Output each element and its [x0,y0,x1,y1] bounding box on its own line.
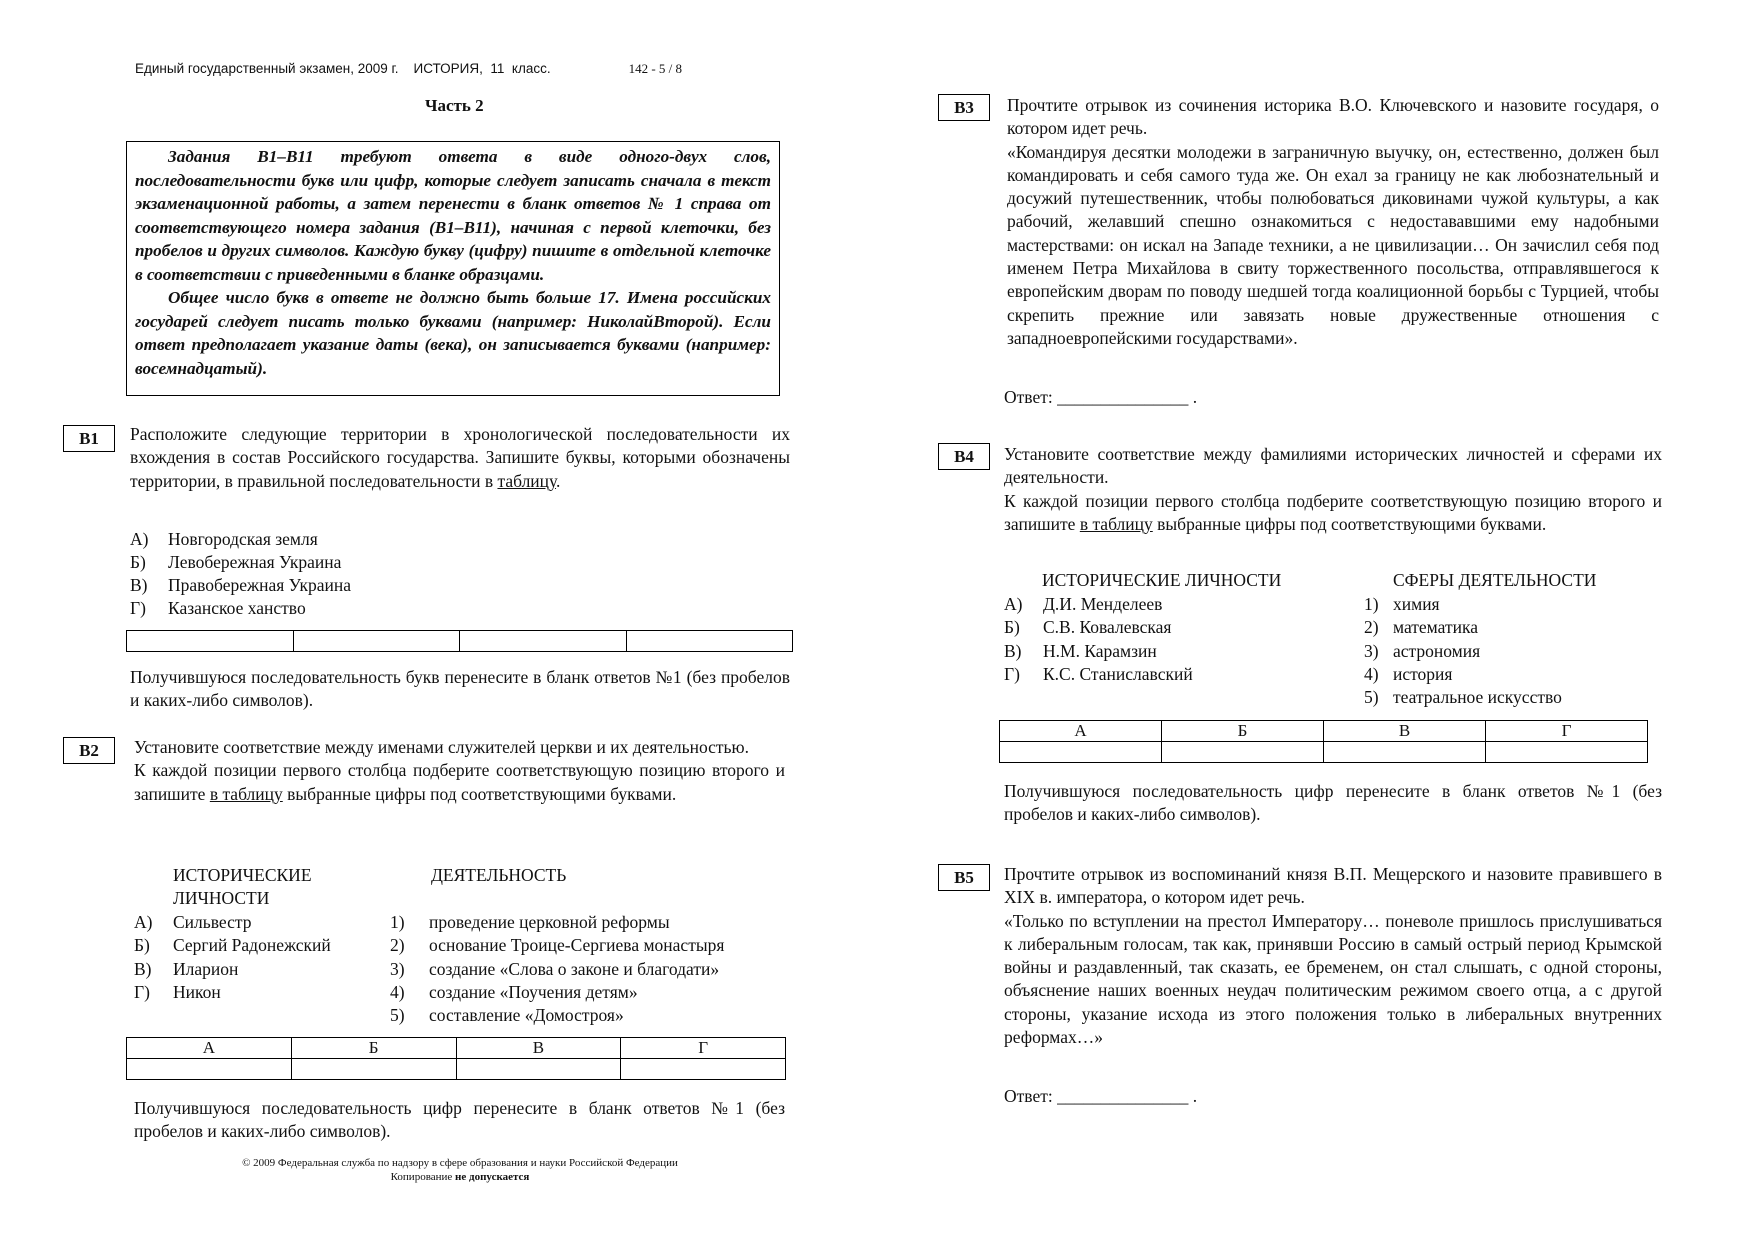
item-text: Н.М. Карамзин [1043,640,1157,661]
b2-answer-cell[interactable] [456,1059,621,1080]
part-title: Часть 2 [425,96,484,115]
b4-answer-cell[interactable] [1000,742,1162,763]
b1-option [130,551,341,574]
b4-answer-table [999,720,1648,763]
item-text: составление «Домостроя» [429,1005,624,1026]
task-b2-label: B2 [63,737,115,764]
list-item [1364,640,1562,663]
b2-persons-list [134,911,331,1004]
copyright-line: © 2009 Федеральная служба по надзору в сфере образования и науки Российской Федерации [242,1157,678,1169]
copying-notice-bold: не допускается [455,1171,530,1183]
item-marker: А) [134,912,153,932]
item-marker: 3) [390,958,405,979]
b5-intro: Прочтите отрывок из воспоминаний князя В.П. Мещерского и назовите правившего в XIX в. императора, о котором идет речь. [1004,864,1662,908]
list-item [1004,593,1193,616]
b4-text-post: выбранные цифры под соответствующими буквами. [1152,513,1547,534]
table-header-cell: В [1324,721,1486,742]
b3-answer-line[interactable]: Ответ: _______________ . [1004,387,1198,407]
list-item [390,911,724,934]
b1-table-link: таблицу [497,470,557,491]
b2-col1-heading: ИСТОРИЧЕСКИЕ ЛИЧНОСТИ [173,865,312,908]
item-marker: В) [1004,640,1022,661]
table-header-cell: А [1000,721,1162,742]
item-marker: Б) [1004,617,1020,638]
b1-answer-cell[interactable] [293,631,460,652]
b4-spheres-list [1364,593,1562,709]
list-item [390,934,724,957]
b2-answer-cell[interactable] [291,1059,456,1080]
task-b4-text [1004,443,1662,536]
option-marker: В) [130,575,148,595]
option-text: Казанское ханство [168,598,306,618]
b4-answer-cell[interactable] [1324,742,1486,763]
b2-table-link: в таблицу [209,783,283,804]
instructions-paragraph-1: Задания В1–В11 требуют ответа в виде одного-двух слов, последовательности букв или цифр, которые следует записать сначала в текст экзаменационной работы, а затем перенести в бланк ответов № 1 справа от соответствующего номера задания (В1–В11), начиная с первой клеточки, без пробелов и других символов. Каждую букву (цифру) пишите в отдельной клеточке в соответствии с приведенными в бланке образцами. [135,147,771,284]
instructions-box [126,141,780,396]
task-b3-label: B3 [938,94,990,121]
item-text: основание Троице-Сергиева монастыря [429,935,725,956]
item-marker: А) [1004,594,1023,614]
option-marker: А) [130,529,149,549]
task-b5-label: B5 [938,864,990,891]
item-text: Д.И. Менделеев [1043,594,1163,614]
b2-activities-list [390,911,724,1027]
item-text: астрономия [1393,640,1481,661]
list-item [1004,640,1193,663]
list-item [134,958,331,981]
list-item [134,981,331,1004]
b2-text-1: Установите соответствие между именами служителей церкви и их деятельностью. [134,737,749,757]
table-header-cell: А [127,1038,292,1059]
option-text: Левобережная Украина [168,552,342,572]
item-marker: 5) [390,1005,405,1026]
b4-col1-heading: ИСТОРИЧЕСКИЕ ЛИЧНОСТИ [1042,570,1282,590]
b1-answer-cell[interactable] [460,631,627,652]
option-text: Новгородская земля [168,529,318,549]
b4-col2-heading: СФЕРЫ ДЕЯТЕЛЬНОСТИ [1393,570,1597,590]
task-b2-text [134,736,785,806]
item-marker: 2) [390,935,405,956]
exam-title: Единый государственный экзамен, 2009 г. ИСТОРИЯ, 11 класс. [135,61,551,76]
list-item [1364,663,1562,686]
item-marker: Г) [134,981,150,1002]
b4-answer-cell[interactable] [1486,742,1648,763]
copying-notice [110,1170,810,1184]
b5-quote: «Только по вступлении на престол Императору… поневоле пришлось прислушиваться к либеральным голосам, так как, принявши Россию в самый острый период Крымской войны и раздавленный, так сказать, ее бременем, он стал слышать, с одной стороны, объяснение наших военных неудач политическим режимом своего отца, а с другой стороны, указание исхода из этого положения только в либеральных внутренних реформах…» [1004,910,1662,1048]
item-marker: В) [134,958,152,979]
list-item [134,911,331,934]
task-b5-text [1004,863,1662,1049]
item-text: К.С. Станиславский [1043,663,1193,684]
b4-footer-text: Получившуюся последовательность цифр перенесите в бланк ответов №1 (без пробелов и каких-либо символов). [1004,781,1662,825]
item-text: история [1393,663,1453,684]
copyright-footer [110,1156,810,1184]
copying-notice-text: Копирование [390,1171,456,1183]
list-item [134,934,331,957]
item-text: математика [1393,617,1478,638]
b4-text-1: Установите соответствие между фамилиями исторических личностей и сферами их деятельности. [1004,444,1662,488]
list-item [1004,663,1193,686]
table-header-cell: Б [1162,721,1324,742]
option-text: Правобережная Украина [168,575,352,595]
b2-answer-cell[interactable] [127,1059,292,1080]
item-text: химия [1393,594,1440,614]
b5-answer-line[interactable]: Ответ: _______________ . [1004,1086,1198,1106]
list-item [1364,616,1562,639]
page-number: 142 - 5 / 8 [628,61,683,76]
table-header-cell: Г [621,1038,786,1059]
b2-answer-table [126,1037,786,1080]
b4-persons-list [1004,593,1193,686]
item-text: С.В. Ковалевская [1043,617,1172,638]
b1-text-post: . [556,470,561,491]
item-marker: 1) [1364,594,1379,614]
option-marker: Б) [130,552,146,572]
list-item [1364,593,1562,616]
b2-text-pre: К каждой позиции первого столбца подберите соответствующую позицию второго и запишите [134,760,785,804]
b1-answer-cell[interactable] [127,631,294,652]
item-text: Иларион [173,958,239,979]
b1-footer-text: Получившуюся последовательность букв перенесите в бланк ответов №1 (без пробелов и каких-либо символов). [130,667,790,711]
item-text: Никон [173,981,221,1002]
item-text: Сергий Радонежский [173,935,331,956]
b3-quote: «Командируя десятки молодежи в заграничную выучку, он, естественно, должен был командировать и себя самого туда же. Он ехал за границу не как любознательный и досужий путешественник, чтобы полюбоваться диковинами чужой культуры, а как рабочий, желавший спешно ознакомиться с недостававшими ему надобными мастерствами: он искал на Западе техники, а не цивилизации… Он зачислил себя под именем Петра Михайлова в свиту торжественного посольства, отправлявшегося к европейским дворам по поводу шедшей тогда коалиционной борьбы с Турцией, чтобы скрепить прежние или завязать новые дружественные отношения с западноевропейскими государствами». [1007,141,1659,348]
option-marker: Г) [130,598,146,618]
list-item [390,1004,724,1027]
item-marker: 2) [1364,617,1379,638]
instructions-paragraph-2: Общее число букв в ответе не должно быть больше 17. Имена российских государей следует писать только буквами (например: НиколайВторой). Если ответ предполагает указание даты (века), он записывается буквами (например: восемнадцатый). [135,288,771,378]
b1-option [130,597,306,620]
item-text: создание «Слова о законе и благодати» [429,958,720,979]
item-text: проведение церковной реформы [429,912,670,932]
task-b4-label: B4 [938,443,990,470]
b2-col2-heading: ДЕЯТЕЛЬНОСТЬ [431,865,567,885]
b1-option [130,528,318,551]
table-header-cell: Г [1486,721,1648,742]
item-marker: Б) [134,935,150,956]
table-header-cell: Б [291,1038,456,1059]
item-text: Сильвестр [173,912,252,932]
b4-answer-cell[interactable] [1162,742,1324,763]
list-item [1364,686,1562,709]
item-marker: Г) [1004,663,1020,684]
page-header [135,61,682,77]
list-item [390,958,724,981]
b3-intro: Прочтите отрывок из сочинения историка В.О. Ключевского и назовите государя, о котором идет речь. [1007,95,1659,139]
b1-text-pre: Расположите следующие территории в хронологической последовательности их вхождения в состав Российского государства. Запишите буквы, которыми обозначены территории, в правильной последовательности в [130,424,790,491]
item-marker: 1) [390,912,405,932]
item-marker: 4) [390,981,405,1002]
item-text: театральное искусство [1393,687,1562,708]
item-marker: 3) [1364,640,1379,661]
table-header-cell: В [456,1038,621,1059]
b1-answer-table [126,630,793,652]
b4-text-pre: К каждой позиции первого столбца подберите соответствующую позицию второго и запишите [1004,490,1662,534]
list-item [390,981,724,1004]
b2-answer-cell[interactable] [621,1059,786,1080]
item-marker: 5) [1364,687,1379,708]
item-text: создание «Поучения детям» [429,981,638,1002]
b4-table-link: в таблицу [1079,513,1153,534]
item-marker: 4) [1364,663,1379,684]
task-b1-text [130,423,790,493]
b2-text-post: выбранные цифры под соответствующими буквами. [282,783,677,804]
list-item [1004,616,1193,639]
b1-option [130,574,351,597]
task-b1-label: B1 [63,425,115,452]
b1-answer-cell[interactable] [626,631,793,652]
task-b3-text [1007,94,1659,350]
b2-footer-text: Получившуюся последовательность цифр перенесите в бланк ответов №1 (без пробелов и каких-либо символов). [134,1098,785,1142]
